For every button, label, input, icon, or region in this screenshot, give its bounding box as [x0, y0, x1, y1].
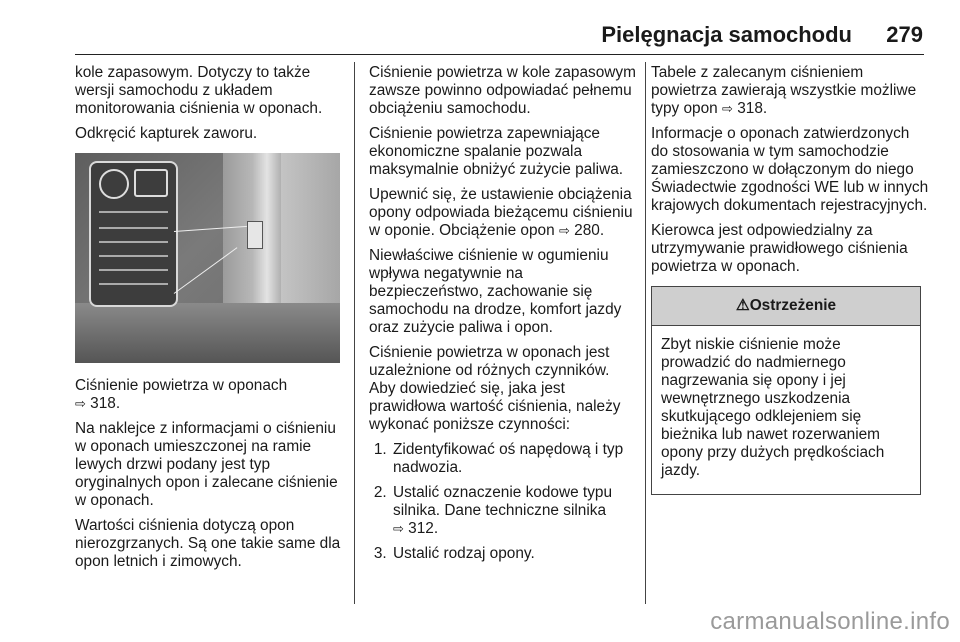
page-title: Pielęgnacja samochodu [601, 22, 852, 47]
watermark: carmanualsonline.info [710, 608, 950, 635]
warning-box [651, 286, 921, 495]
label-line [99, 283, 168, 285]
paragraph: Na naklejce z informacjami o ciśnieniu w oponach umieszczonej na ramie lewych drzwi podany jest typ oryginalnych opon i zalecane ciśnienie w oponach. [75, 420, 338, 509]
paragraph-reference: Tabele z zalecanym ciśnieniem powietrza zawierają wszystkie możliwe typy opon ⇨ 318. [651, 64, 917, 117]
warning-title: Ostrzeżenie [749, 297, 837, 314]
tire-pressure-label-photo [75, 153, 340, 363]
paragraph: Niewłaściwe ciśnienie w ogumieniu wpływa negatywnie na bezpieczeństwo, zachowanie się samochodu na drodze, komfort jazdy oraz zużycie paliwa i opon. [369, 247, 622, 336]
warning-triangle-icon: ⚠ [735, 297, 750, 314]
paragraph-reference: Ciśnienie powietrza w oponach ⇨ 318. [75, 377, 288, 412]
label-line [99, 269, 168, 271]
paragraph: Kierowca jest odpowiedzialny za utrzymywanie prawidłowego ciśnienia powietrza w oponach. [651, 222, 908, 275]
list-item: 1. Zidentyfikować oś napędową i typ nadwozia. [391, 441, 637, 477]
paragraph: Odkręcić kapturek zaworu. [75, 125, 258, 142]
paragraph: Ciśnienie powietrza w kole zapasowym zawsze powinno odpowiadać pełnemu obciążeniu samochodu. [369, 64, 636, 117]
paragraph: Wartości ciśnienia dotyczą opon nierozgrzanych. Są one takie same dla opon letnich i zimowych. [75, 517, 341, 570]
paragraph: Ciśnienie powietrza w oponach jest uzależnione od różnych czynników. Aby dowiedzieć się, jaka jest prawidłowa wartość ciśnienia, należy wykonać poniższe czynności: [369, 344, 621, 433]
page-header [0, 0, 960, 58]
steps-list [369, 441, 637, 563]
paragraph-reference: Upewnić się, że ustawienie obciążenia opony odpowiada bieżącemu ciśnieniu w oponie. Obciążenie opon ⇨ 280. [369, 186, 633, 239]
page-number: 279 [886, 22, 923, 47]
reference-arrow-icon: ⇨ [393, 521, 404, 536]
pressure-label-enlarged [89, 161, 178, 307]
column-right [651, 64, 929, 495]
header-divider [75, 54, 924, 55]
sill-shape [75, 303, 340, 363]
list-item: 2. Ustalić oznaczenie kodowe typu silnika. Dane techniczne silnika ⇨ 312. [391, 484, 637, 538]
column-left [75, 64, 343, 578]
manual-book-icon [134, 169, 168, 197]
paragraph: Informacje o oponach zatwierdzonych do stosowania w tym samochodzie zamieszczono w dołączonym do niego Świadectwie zgodności WE lub w innych krajowych dokumentach rejestracyjnych. [651, 125, 929, 214]
reference-arrow-icon: ⇨ [75, 396, 86, 411]
door-sticker [247, 221, 263, 249]
warning-header [652, 287, 920, 326]
label-line [99, 211, 168, 213]
tire-icon [99, 169, 129, 199]
warning-text: Zbyt niskie ciśnienie może prowadzić do nadmiernego nagrzewania się opony i jej wewnętrznego uszkodzenia skutkującego odklejeniem się bieżnika lub nawet rozerwaniem opony przy dużych prędkościach jazdy. [661, 336, 885, 479]
label-line [99, 227, 168, 229]
list-item: 3. Ustalić rodzaj opony. [391, 545, 637, 563]
paragraph: Ciśnienie powietrza zapewniające ekonomiczne spalanie pozwala maksymalnie obniżyć zużycie paliwa. [369, 125, 624, 178]
paragraph: kole zapasowym. Dotyczy to także wersji samochodu z układem monitorowania ciśnienia w oponach. [75, 64, 323, 117]
column-divider-1 [354, 62, 355, 604]
label-line [99, 255, 168, 257]
column-divider-2 [645, 62, 646, 604]
reference-arrow-icon: ⇨ [558, 223, 570, 238]
reference-arrow-icon: ⇨ [722, 101, 733, 116]
column-middle [369, 64, 637, 570]
label-line [99, 241, 168, 243]
